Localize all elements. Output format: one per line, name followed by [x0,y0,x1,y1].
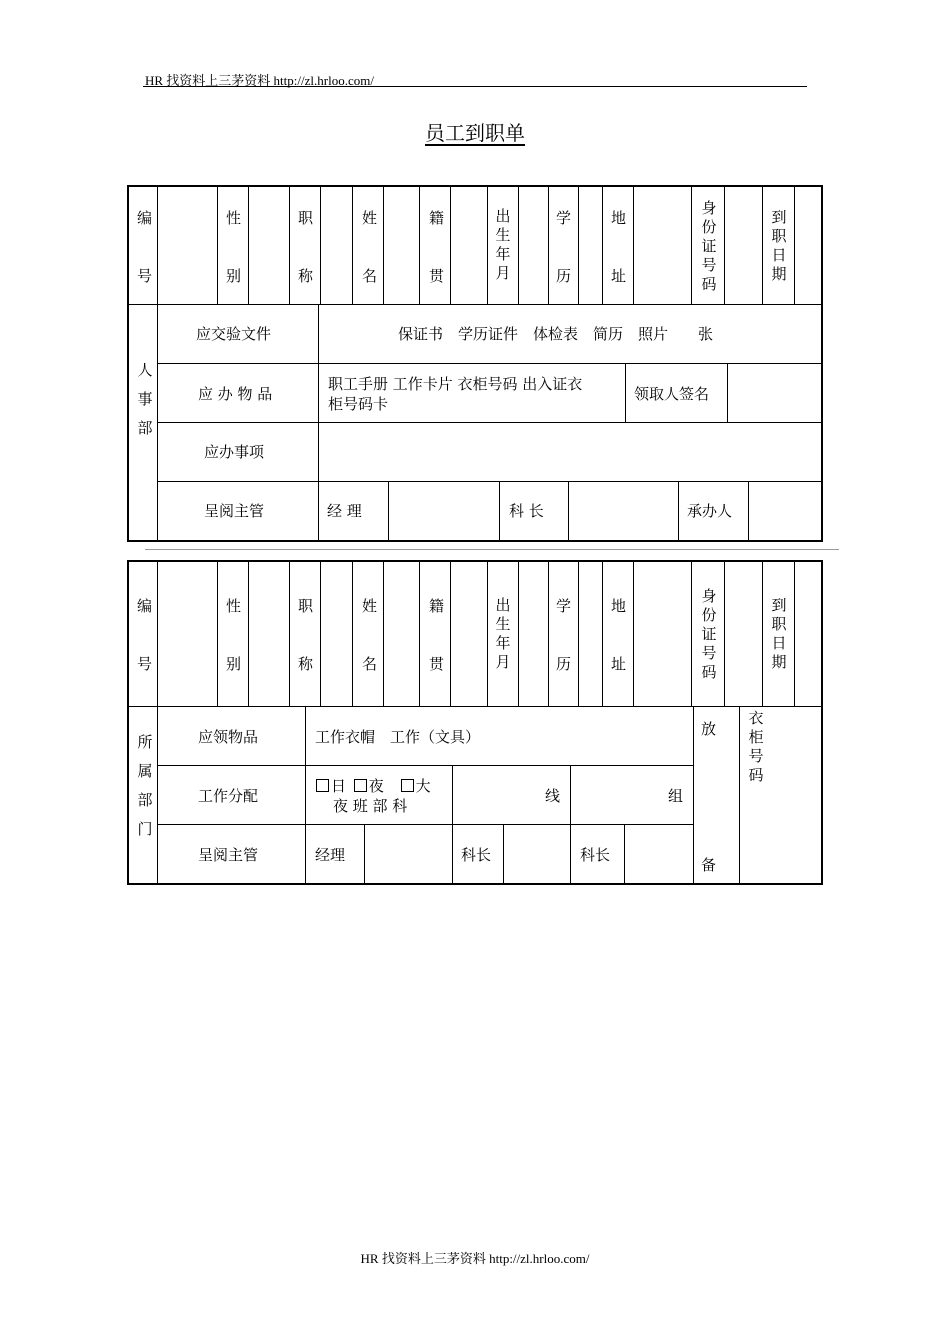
table2-hline [157,824,693,825]
label-gender: 性 [226,597,242,615]
section-divider [145,549,839,550]
label-origin: 籍 [429,597,445,615]
table1-vline [578,186,579,304]
table2-hline [128,706,822,707]
label-name: 姓 [362,597,378,615]
table2-vline [624,824,625,883]
title-text: 员工到职单 [425,121,525,145]
goods-value: 工作衣帽 工作（文具） [315,728,481,746]
table1-vline [289,186,290,304]
label-position: 称 [298,267,314,285]
label-position: 职 [298,597,314,615]
table2-vline [794,561,795,706]
table1-vline [724,186,725,304]
label-education: 历 [556,655,572,673]
table2-vline [248,561,249,706]
handler-label: 承办人 [687,502,733,520]
table1-vline [548,186,549,304]
manager-label: 经 理 [327,502,362,520]
table2-vline [693,706,694,883]
label-id-card: 身份证号码 [701,199,717,293]
goods-label: 应领物品 [198,728,259,746]
label-name: 名 [362,267,378,285]
table1-hline [157,481,822,482]
table2-vline [157,561,158,883]
page-title [0,117,950,146]
table1-vline [678,481,679,540]
table1-vline [248,186,249,304]
table1-vline [748,481,749,540]
items-value: 职工手册 工作卡片 衣柜号码 出入证衣 [328,375,583,393]
table2-vline [518,561,519,706]
table2-vline [289,561,290,706]
header-rule [143,86,807,87]
table2-vline [633,561,634,706]
table1-vline [388,481,389,540]
table2-vline [352,561,353,706]
items-value: 柜号码卡 [328,395,389,413]
label-birth: 出生年月 [495,207,511,282]
table2-vline [450,561,451,706]
label-address: 地 [611,209,627,227]
label-start-date: 到职日期 [771,596,787,671]
table1-vline [625,363,626,422]
table1-vline [383,186,384,304]
label-position: 称 [298,655,314,673]
label-education: 学 [556,209,572,227]
table1-vline [217,186,218,304]
table2-vline [548,561,549,706]
label-origin: 籍 [429,209,445,227]
table1-vline [487,186,488,304]
receiver-sign-label: 领取人签名 [634,385,710,403]
table2-vline [762,561,763,706]
hr-dept-label: 人事部 [137,361,153,437]
table1-hline [157,363,822,364]
label-origin: 贯 [429,655,445,673]
table2-vline [383,561,384,706]
shift-day-checkbox[interactable] [316,779,329,792]
matters-label: 应办事项 [204,443,265,461]
table1-vline [691,186,692,304]
table2-vline [217,561,218,706]
remark-label: 备 [701,856,717,874]
label-address: 地 [611,597,627,615]
table1-vline [602,186,603,304]
manager-label: 经理 [315,846,346,864]
docs-label: 应交验文件 [196,325,272,343]
shift-options [316,776,431,796]
table1-vline [633,186,634,304]
group-label: 组 [668,787,684,805]
remark-label: 放 [701,720,717,738]
label-start-date: 到职日期 [771,208,787,283]
label-education: 历 [556,267,572,285]
label-gender: 别 [226,267,242,285]
page-header: HR 找资料上三茅资料 http://zl.hrloo.com/ [145,73,374,88]
line-label: 线 [545,787,561,805]
label-birth: 出生年月 [495,596,511,671]
table1-hline [128,304,822,305]
table1-vline [499,481,500,540]
table2-vline [570,765,571,883]
label-id: 编 [137,597,153,615]
items-label: 应 办 物 品 [198,385,273,403]
table1-vline [518,186,519,304]
shift-night-label: 夜 [368,777,384,795]
docs-items: 保证书 学历证件 体检表 简历 照片 张 [398,325,714,343]
table2-vline [691,561,692,706]
shift-big-checkbox[interactable] [401,779,414,792]
table2-vline [364,824,365,883]
section-chief-label: 科长 [461,846,492,864]
review-label: 呈阅主管 [204,502,265,520]
shift-night-checkbox[interactable] [354,779,367,792]
label-id-card: 身份证号码 [701,587,717,681]
label-id: 编 [137,209,153,227]
table2-vline [305,706,306,883]
table1-vline [157,186,158,540]
label-name: 名 [362,655,378,673]
label-id: 号 [137,267,153,285]
review-label: 呈阅主管 [198,846,259,864]
table2-vline [452,765,453,883]
label-address: 址 [611,655,627,673]
section-chief-label: 科 长 [509,502,544,520]
table1-vline [762,186,763,304]
shift-line2: 夜 班 部 科 [333,797,408,815]
table2-vline [503,824,504,883]
label-position: 职 [298,209,314,227]
label-origin: 贯 [429,267,445,285]
table2-vline [578,561,579,706]
table1-vline [568,481,569,540]
table1-vline [794,186,795,304]
table2-vline [739,706,740,883]
table1-vline [727,363,728,422]
page-footer: HR 找资料上三茅资料 http://zl.hrloo.com/ [360,1251,590,1266]
table1-hline [157,422,822,423]
label-gender: 别 [226,655,242,673]
table1-vline [320,186,321,304]
label-gender: 性 [226,209,242,227]
section-chief-label: 科长 [580,846,611,864]
label-address: 址 [611,267,627,285]
table1-vline [318,304,319,540]
label-name: 姓 [362,209,378,227]
dept-label: 所属部门 [137,733,153,838]
shift-big-label: 大 [415,777,431,795]
table1-vline [450,186,451,304]
table2-hline [157,765,693,766]
table2-vline [419,561,420,706]
table1-vline [352,186,353,304]
label-id: 号 [137,655,153,673]
table2-vline [320,561,321,706]
table2-vline [602,561,603,706]
label-education: 学 [556,597,572,615]
shift-day-label: 日 [331,777,347,795]
locker-label: 衣柜号码 [748,709,764,784]
assign-label: 工作分配 [198,787,259,805]
table1-vline [419,186,420,304]
table2-vline [724,561,725,706]
table2-vline [487,561,488,706]
